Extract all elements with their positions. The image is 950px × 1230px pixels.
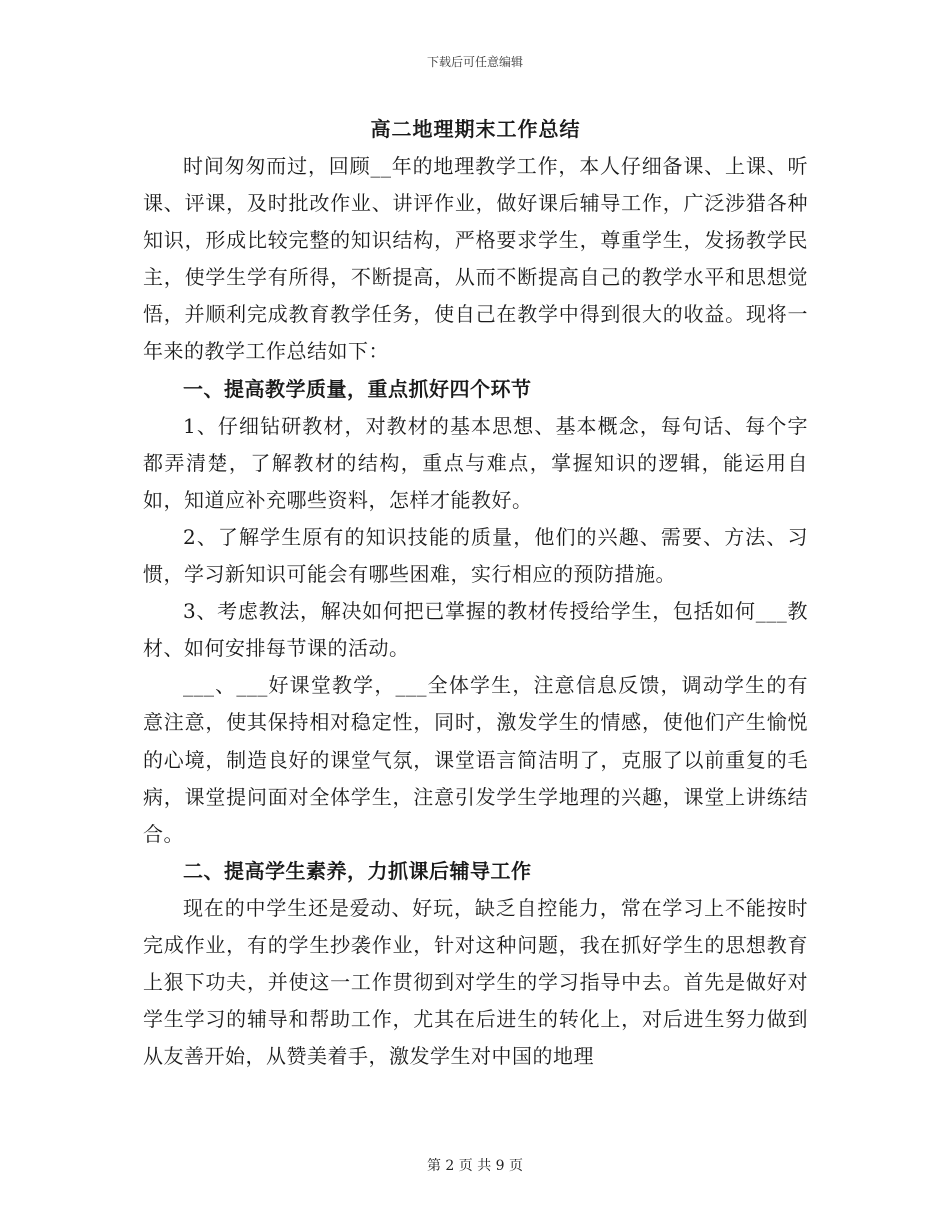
paragraph-intro: 时间匆匆而过，回顾__年的地理教学工作，本人仔细备课、上课、听课、评课，及时批改作业、讲评作业，做好课后辅导工作，广泛涉猎各种知识，形成比较完整的知识结构，严格要求学生，尊重学生，发扬教学民主，使学生学有所得，不断提高，从而不断提高自己的教学水平和思想觉悟，并顺利完成教育教学任务，使自己在教学中得到很大的收益。现将一年来的教学工作总结如下： bbox=[143, 154, 808, 364]
section-heading-1: 一、提高教学质量，重点抓好四个环节 bbox=[183, 376, 532, 401]
paragraph-section-2: 现在的中学生还是爱动、好玩，缺乏自控能力，常在学习上不能按时完成作业，有的学生抄袭作业，针对这种问题，我在抓好学生的思想教育上狠下功夫，并使这一工作贯彻到对学生的学习指导中去。首先是做好对学生学习的辅导和帮助工作，尤其在后进生的转化上，对后进生努力做到从友善开始，从赞美着手，激发学生对中国的地理 bbox=[143, 895, 808, 1069]
header-note: 下载后可任意编辑 bbox=[426, 55, 523, 69]
section-heading-2: 二、提高学生素养，力抓课后辅导工作 bbox=[183, 858, 532, 883]
document-title: 高二地理期末工作总结 bbox=[370, 117, 581, 141]
paragraph-item-4: ___、___好课堂教学，___全体学生，注意信息反馈，调动学生的有意注意，使其保持相对稳定性，同时，激发学生的情感，使他们产生愉悦的心境，制造良好的课堂气氛，课堂语言简洁明了，克服了以前重复的毛病，课堂提问面对全体学生，注意引发学生学地理的兴趣，课堂上讲练结合。 bbox=[143, 673, 808, 846]
paragraph-item-2: 2、了解学生原有的知识技能的质量，他们的兴趣、需要、方法、习惯，学习新知识可能会有哪些困难，实行相应的预防措施。 bbox=[143, 524, 808, 587]
page-number: 第 2 页 共 9 页 bbox=[426, 1158, 524, 1174]
document-body bbox=[143, 113, 808, 1075]
paragraph-item-3: 3、考虑教法，解决如何把已掌握的教材传授给学生，包括如何___教材、如何安排每节课的活动。 bbox=[143, 599, 808, 661]
paragraph-item-1: 1、仔细钻研教材，对教材的基本思想、基本概念，每句话、每个字都弄清楚，了解教材的结构，重点与难点，掌握知识的逻辑，能运用自如，知道应补充哪些资料，怎样才能教好。 bbox=[143, 413, 808, 512]
